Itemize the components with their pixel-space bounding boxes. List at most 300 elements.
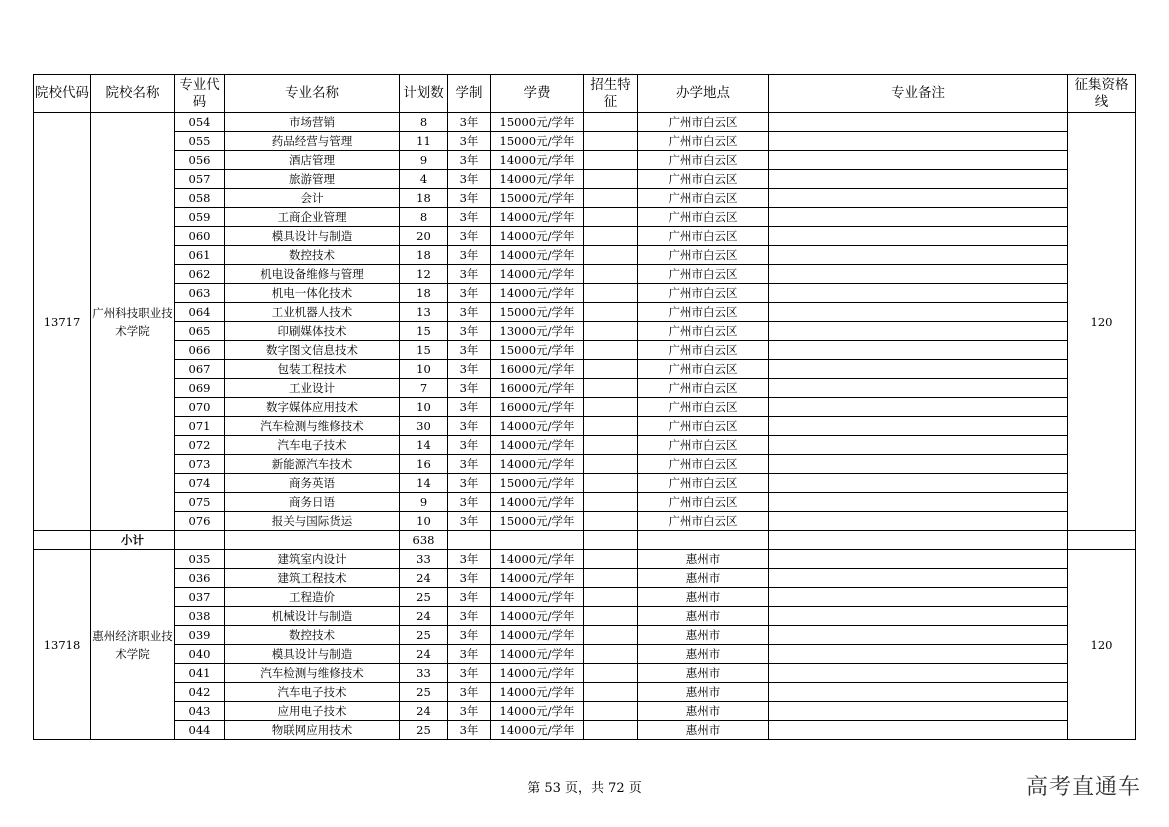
location-cell: 广州市白云区: [638, 360, 769, 379]
note-cell: [769, 341, 1068, 360]
location-cell: 惠州市: [638, 645, 769, 664]
years-cell: 3年: [448, 227, 491, 246]
table-row: [34, 379, 1136, 398]
plan-cell: 9: [400, 151, 448, 170]
header-row: [34, 75, 1136, 113]
major-name-cell: 会计: [225, 189, 400, 208]
note-cell: [769, 683, 1068, 702]
major-name-cell: 包装工程技术: [225, 360, 400, 379]
fee-cell: 13000元/学年: [491, 322, 584, 341]
subtotal-blank: [175, 531, 225, 550]
major-code-cell: 062: [175, 265, 225, 284]
school-name-cell: 广州科技职业技术学院: [91, 113, 175, 531]
plan-cell: 9: [400, 493, 448, 512]
years-cell: 3年: [448, 284, 491, 303]
location-cell: 广州市白云区: [638, 493, 769, 512]
years-cell: 3年: [448, 322, 491, 341]
feature-cell: [584, 474, 638, 493]
major-code-cell: 055: [175, 132, 225, 151]
major-name-cell: 汽车检测与维修技术: [225, 664, 400, 683]
years-cell: 3年: [448, 303, 491, 322]
plan-cell: 10: [400, 398, 448, 417]
major-name-cell: 工商企业管理: [225, 208, 400, 227]
note-cell: [769, 113, 1068, 132]
major-name-cell: 汽车电子技术: [225, 436, 400, 455]
major-name-cell: 数控技术: [225, 626, 400, 645]
feature-cell: [584, 702, 638, 721]
fee-cell: 14000元/学年: [491, 721, 584, 740]
table-row: [34, 360, 1136, 379]
table-row: [34, 455, 1136, 474]
major-code-cell: 038: [175, 607, 225, 626]
location-cell: 广州市白云区: [638, 151, 769, 170]
major-name-cell: 商务日语: [225, 493, 400, 512]
feature-cell: [584, 360, 638, 379]
years-cell: 3年: [448, 550, 491, 569]
years-cell: 3年: [448, 607, 491, 626]
plan-cell: 18: [400, 189, 448, 208]
years-cell: 3年: [448, 360, 491, 379]
years-cell: 3年: [448, 455, 491, 474]
feature-cell: [584, 132, 638, 151]
location-cell: 广州市白云区: [638, 303, 769, 322]
major-code-cell: 063: [175, 284, 225, 303]
fee-cell: 15000元/学年: [491, 132, 584, 151]
major-name-cell: 工程造价: [225, 588, 400, 607]
feature-cell: [584, 569, 638, 588]
subtotal-blank: [584, 531, 638, 550]
fee-cell: 14000元/学年: [491, 607, 584, 626]
table-row: [34, 626, 1136, 645]
fee-cell: 14000元/学年: [491, 227, 584, 246]
plan-cell: 18: [400, 246, 448, 265]
years-cell: 3年: [448, 379, 491, 398]
feature-cell: [584, 170, 638, 189]
note-cell: [769, 379, 1068, 398]
fee-cell: 14000元/学年: [491, 455, 584, 474]
fee-cell: 14000元/学年: [491, 664, 584, 683]
plan-cell: 25: [400, 721, 448, 740]
plan-cell: 30: [400, 417, 448, 436]
plan-cell: 33: [400, 664, 448, 683]
header-plan: 计划数: [400, 75, 448, 113]
table-row: [34, 151, 1136, 170]
subtotal-blank: [769, 531, 1068, 550]
major-name-cell: 工业机器人技术: [225, 303, 400, 322]
note-cell: [769, 474, 1068, 493]
header-location: 办学地点: [638, 75, 769, 113]
location-cell: 广州市白云区: [638, 189, 769, 208]
note-cell: [769, 569, 1068, 588]
feature-cell: [584, 284, 638, 303]
feature-cell: [584, 455, 638, 474]
location-cell: 广州市白云区: [638, 246, 769, 265]
major-name-cell: 模具设计与制造: [225, 227, 400, 246]
note-cell: [769, 189, 1068, 208]
major-name-cell: 印刷媒体技术: [225, 322, 400, 341]
table-row: [34, 132, 1136, 151]
major-name-cell: 机电一体化技术: [225, 284, 400, 303]
note-cell: [769, 417, 1068, 436]
feature-cell: [584, 436, 638, 455]
admission-table: [33, 74, 1136, 740]
major-code-cell: 057: [175, 170, 225, 189]
fee-cell: 15000元/学年: [491, 113, 584, 132]
subtotal-blank: [448, 531, 491, 550]
years-cell: 3年: [448, 702, 491, 721]
plan-cell: 8: [400, 113, 448, 132]
years-cell: 3年: [448, 683, 491, 702]
fee-cell: 14000元/学年: [491, 208, 584, 227]
feature-cell: [584, 379, 638, 398]
plan-cell: 7: [400, 379, 448, 398]
location-cell: 广州市白云区: [638, 208, 769, 227]
school-code-cell: 13717: [34, 113, 91, 531]
plan-cell: 25: [400, 588, 448, 607]
table-row: [34, 398, 1136, 417]
feature-cell: [584, 265, 638, 284]
major-code-cell: 056: [175, 151, 225, 170]
score-cell: 120: [1068, 550, 1136, 740]
note-cell: [769, 645, 1068, 664]
major-name-cell: 应用电子技术: [225, 702, 400, 721]
major-code-cell: 035: [175, 550, 225, 569]
location-cell: 广州市白云区: [638, 379, 769, 398]
feature-cell: [584, 303, 638, 322]
table-row: [34, 512, 1136, 531]
plan-cell: 14: [400, 436, 448, 455]
table-row: [34, 569, 1136, 588]
location-cell: 广州市白云区: [638, 132, 769, 151]
subtotal-blank: [638, 531, 769, 550]
location-cell: 广州市白云区: [638, 227, 769, 246]
plan-cell: 15: [400, 341, 448, 360]
major-code-cell: 070: [175, 398, 225, 417]
plan-cell: 25: [400, 683, 448, 702]
years-cell: 3年: [448, 645, 491, 664]
fee-cell: 15000元/学年: [491, 303, 584, 322]
location-cell: 惠州市: [638, 607, 769, 626]
note-cell: [769, 702, 1068, 721]
major-name-cell: 模具设计与制造: [225, 645, 400, 664]
plan-cell: 13: [400, 303, 448, 322]
feature-cell: [584, 664, 638, 683]
note-cell: [769, 265, 1068, 284]
years-cell: 3年: [448, 170, 491, 189]
plan-cell: 10: [400, 512, 448, 531]
table-row: [34, 683, 1136, 702]
note-cell: [769, 512, 1068, 531]
table-row: [34, 208, 1136, 227]
table-row: [34, 113, 1136, 132]
feature-cell: [584, 645, 638, 664]
feature-cell: [584, 417, 638, 436]
table-row: [34, 474, 1136, 493]
location-cell: 广州市白云区: [638, 113, 769, 132]
fee-cell: 14000元/学年: [491, 284, 584, 303]
note-cell: [769, 550, 1068, 569]
header-score: 征集资格线: [1068, 75, 1136, 113]
subtotal-value: 638: [400, 531, 448, 550]
major-code-cell: 036: [175, 569, 225, 588]
location-cell: 广州市白云区: [638, 474, 769, 493]
fee-cell: 14000元/学年: [491, 493, 584, 512]
table-row: [34, 436, 1136, 455]
plan-cell: 15: [400, 322, 448, 341]
major-name-cell: 汽车检测与维修技术: [225, 417, 400, 436]
plan-cell: 25: [400, 626, 448, 645]
header-school-code: 院校代码: [34, 75, 91, 113]
major-code-cell: 041: [175, 664, 225, 683]
plan-cell: 20: [400, 227, 448, 246]
subtotal-blank: [225, 531, 400, 550]
note-cell: [769, 132, 1068, 151]
note-cell: [769, 360, 1068, 379]
major-name-cell: 汽车电子技术: [225, 683, 400, 702]
table-row: [34, 341, 1136, 360]
location-cell: 惠州市: [638, 721, 769, 740]
table-row: [34, 607, 1136, 626]
note-cell: [769, 322, 1068, 341]
feature-cell: [584, 189, 638, 208]
school-name-cell: 惠州经济职业技术学院: [91, 550, 175, 740]
page-footer: 第 53 页，共 72 页: [527, 781, 642, 796]
note-cell: [769, 664, 1068, 683]
feature-cell: [584, 683, 638, 702]
major-code-cell: 075: [175, 493, 225, 512]
header-years: 学制: [448, 75, 491, 113]
major-name-cell: 数字图文信息技术: [225, 341, 400, 360]
major-code-cell: 066: [175, 341, 225, 360]
major-name-cell: 报关与国际货运: [225, 512, 400, 531]
major-code-cell: 037: [175, 588, 225, 607]
fee-cell: 14000元/学年: [491, 170, 584, 189]
table-row: [34, 322, 1136, 341]
years-cell: 3年: [448, 265, 491, 284]
header-feature: 招生特征: [584, 75, 638, 113]
major-name-cell: 药品经营与管理: [225, 132, 400, 151]
major-name-cell: 物联网应用技术: [225, 721, 400, 740]
location-cell: 惠州市: [638, 569, 769, 588]
fee-cell: 14000元/学年: [491, 550, 584, 569]
years-cell: 3年: [448, 721, 491, 740]
years-cell: 3年: [448, 588, 491, 607]
major-code-cell: 064: [175, 303, 225, 322]
note-cell: [769, 588, 1068, 607]
major-code-cell: 040: [175, 645, 225, 664]
feature-cell: [584, 113, 638, 132]
fee-cell: 14000元/学年: [491, 645, 584, 664]
major-name-cell: 建筑工程技术: [225, 569, 400, 588]
fee-cell: 14000元/学年: [491, 151, 584, 170]
location-cell: 广州市白云区: [638, 398, 769, 417]
feature-cell: [584, 512, 638, 531]
table-row: [34, 189, 1136, 208]
location-cell: 广州市白云区: [638, 265, 769, 284]
note-cell: [769, 721, 1068, 740]
major-name-cell: 商务英语: [225, 474, 400, 493]
location-cell: 广州市白云区: [638, 436, 769, 455]
major-code-cell: 072: [175, 436, 225, 455]
plan-cell: 24: [400, 702, 448, 721]
major-code-cell: 042: [175, 683, 225, 702]
major-code-cell: 074: [175, 474, 225, 493]
plan-cell: 24: [400, 645, 448, 664]
fee-cell: 14000元/学年: [491, 265, 584, 284]
fee-cell: 14000元/学年: [491, 588, 584, 607]
location-cell: 广州市白云区: [638, 170, 769, 189]
location-cell: 惠州市: [638, 588, 769, 607]
feature-cell: [584, 626, 638, 645]
location-cell: 广州市白云区: [638, 512, 769, 531]
location-cell: 惠州市: [638, 683, 769, 702]
table-row: [34, 588, 1136, 607]
major-code-cell: 069: [175, 379, 225, 398]
major-code-cell: 054: [175, 113, 225, 132]
note-cell: [769, 455, 1068, 474]
table-row: [34, 702, 1136, 721]
plan-cell: 24: [400, 607, 448, 626]
feature-cell: [584, 550, 638, 569]
feature-cell: [584, 607, 638, 626]
plan-cell: 24: [400, 569, 448, 588]
years-cell: 3年: [448, 398, 491, 417]
years-cell: 3年: [448, 512, 491, 531]
plan-cell: 12: [400, 265, 448, 284]
table-row: [34, 227, 1136, 246]
header-school-name: 院校名称: [91, 75, 175, 113]
feature-cell: [584, 227, 638, 246]
subtotal-blank: [1068, 531, 1136, 550]
fee-cell: 14000元/学年: [491, 417, 584, 436]
fee-cell: 15000元/学年: [491, 474, 584, 493]
major-code-cell: 067: [175, 360, 225, 379]
feature-cell: [584, 151, 638, 170]
major-name-cell: 酒店管理: [225, 151, 400, 170]
major-name-cell: 新能源汽车技术: [225, 455, 400, 474]
note-cell: [769, 303, 1068, 322]
location-cell: 惠州市: [638, 550, 769, 569]
fee-cell: 16000元/学年: [491, 360, 584, 379]
major-name-cell: 建筑室内设计: [225, 550, 400, 569]
years-cell: 3年: [448, 417, 491, 436]
years-cell: 3年: [448, 113, 491, 132]
subtotal-blank: [34, 531, 91, 550]
note-cell: [769, 227, 1068, 246]
subtotal-label: 小计: [91, 531, 175, 550]
years-cell: 3年: [448, 626, 491, 645]
feature-cell: [584, 493, 638, 512]
fee-cell: 14000元/学年: [491, 246, 584, 265]
feature-cell: [584, 721, 638, 740]
major-code-cell: 044: [175, 721, 225, 740]
years-cell: 3年: [448, 208, 491, 227]
location-cell: 惠州市: [638, 664, 769, 683]
note-cell: [769, 436, 1068, 455]
major-name-cell: 旅游管理: [225, 170, 400, 189]
table-row: [34, 246, 1136, 265]
note-cell: [769, 208, 1068, 227]
plan-cell: 10: [400, 360, 448, 379]
major-name-cell: 市场营销: [225, 113, 400, 132]
plan-cell: 14: [400, 474, 448, 493]
subtotal-row: [34, 531, 1136, 550]
years-cell: 3年: [448, 493, 491, 512]
major-code-cell: 076: [175, 512, 225, 531]
note-cell: [769, 151, 1068, 170]
fee-cell: 15000元/学年: [491, 341, 584, 360]
years-cell: 3年: [448, 664, 491, 683]
fee-cell: 16000元/学年: [491, 398, 584, 417]
feature-cell: [584, 398, 638, 417]
table-row: [34, 265, 1136, 284]
header-note: 专业备注: [769, 75, 1068, 113]
score-cell: 120: [1068, 113, 1136, 531]
plan-cell: 11: [400, 132, 448, 151]
fee-cell: 15000元/学年: [491, 512, 584, 531]
note-cell: [769, 398, 1068, 417]
feature-cell: [584, 341, 638, 360]
major-code-cell: 059: [175, 208, 225, 227]
fee-cell: 14000元/学年: [491, 569, 584, 588]
years-cell: 3年: [448, 189, 491, 208]
feature-cell: [584, 322, 638, 341]
major-name-cell: 机械设计与制造: [225, 607, 400, 626]
major-code-cell: 065: [175, 322, 225, 341]
plan-cell: 16: [400, 455, 448, 474]
plan-cell: 4: [400, 170, 448, 189]
years-cell: 3年: [448, 341, 491, 360]
feature-cell: [584, 588, 638, 607]
subtotal-blank: [491, 531, 584, 550]
table-row: [34, 284, 1136, 303]
fee-cell: 14000元/学年: [491, 436, 584, 455]
major-code-cell: 071: [175, 417, 225, 436]
header-fee: 学费: [491, 75, 584, 113]
major-code-cell: 073: [175, 455, 225, 474]
feature-cell: [584, 246, 638, 265]
header-major-code: 专业代码: [175, 75, 225, 113]
table-row: [34, 721, 1136, 740]
fee-cell: 14000元/学年: [491, 626, 584, 645]
table-row: [34, 550, 1136, 569]
major-name-cell: 机电设备维修与管理: [225, 265, 400, 284]
note-cell: [769, 170, 1068, 189]
header-major-name: 专业名称: [225, 75, 400, 113]
watermark: 高考直通车: [1025, 775, 1141, 800]
fee-cell: 15000元/学年: [491, 189, 584, 208]
years-cell: 3年: [448, 569, 491, 588]
plan-cell: 33: [400, 550, 448, 569]
location-cell: 广州市白云区: [638, 322, 769, 341]
note-cell: [769, 607, 1068, 626]
table-row: [34, 493, 1136, 512]
note-cell: [769, 493, 1068, 512]
years-cell: 3年: [448, 436, 491, 455]
location-cell: 惠州市: [638, 702, 769, 721]
location-cell: 广州市白云区: [638, 341, 769, 360]
table-row: [34, 664, 1136, 683]
years-cell: 3年: [448, 474, 491, 493]
note-cell: [769, 246, 1068, 265]
major-name-cell: 数控技术: [225, 246, 400, 265]
major-code-cell: 061: [175, 246, 225, 265]
location-cell: 广州市白云区: [638, 284, 769, 303]
years-cell: 3年: [448, 151, 491, 170]
major-name-cell: 数字媒体应用技术: [225, 398, 400, 417]
major-code-cell: 058: [175, 189, 225, 208]
table-row: [34, 303, 1136, 322]
